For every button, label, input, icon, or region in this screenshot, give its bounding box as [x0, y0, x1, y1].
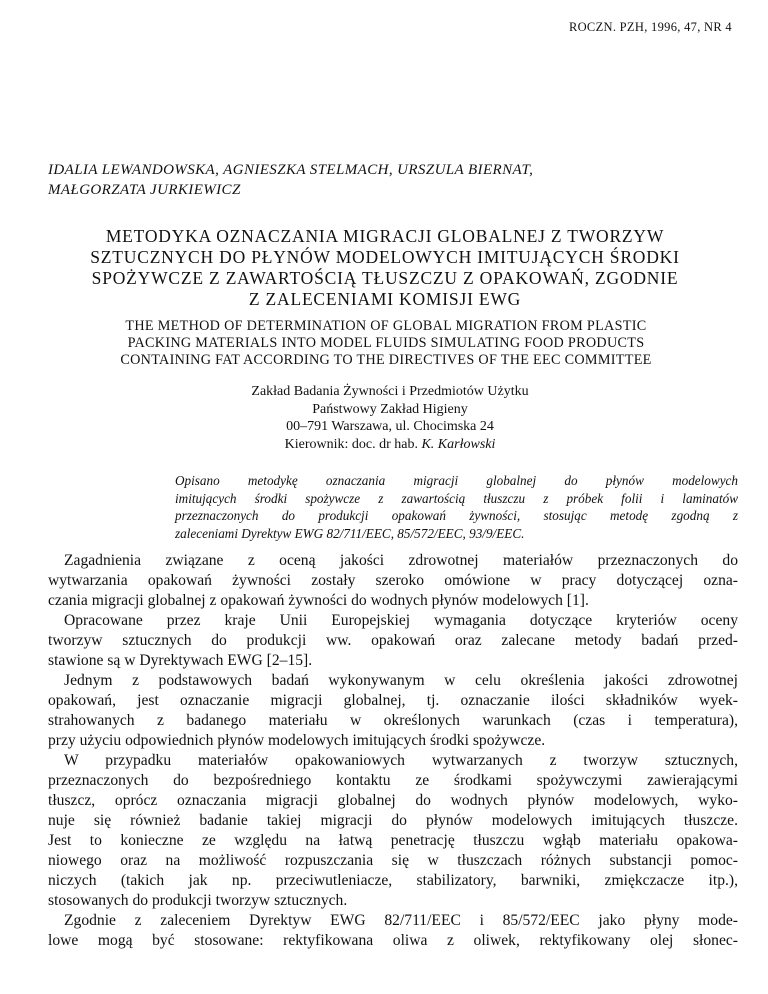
title-polish — [40, 226, 730, 310]
paragraph-line: czania migracji globalnej z opakowań żywności do wodnych płynów modelowych [1]. — [48, 592, 589, 609]
abstract-line: Opisano metodykę oznaczania migracji globalnej do płynów modelowych — [175, 473, 738, 488]
author-line: IDALIA LEWANDOWSKA, AGNIESZKA STELMACH, URSZULA BIERNAT, — [48, 162, 534, 178]
head-label: Kierownik: doc. dr hab. — [284, 436, 422, 452]
author-line: MAŁGORZATA JURKIEWICZ — [48, 182, 241, 198]
title-line: METODYKA OZNACZANIA MIGRACJI GLOBALNEJ Z TWORZYW — [105, 226, 665, 246]
author-list — [48, 160, 738, 200]
paragraph-line: tworzyw sztucznych do produkcji ww. opakowań oraz zalecane metody badań przed- — [48, 632, 738, 649]
paragraph-line: Zgodnie z zaleceniem Dyrektyw EWG 82/711/EEC i 85/572/EEC jako płyny mode- — [64, 912, 738, 929]
affiliation — [180, 383, 600, 453]
title-line: THE METHOD OF DETERMINATION OF GLOBAL MIGRATION FROM PLASTIC — [125, 318, 647, 334]
paragraph-line: nuje się również badanie takiej migracji do płynów modelowych imitujących tłuszcze. — [48, 812, 738, 829]
paragraph-line: Zagadnienia związane z oceną jakości zdrowotnej materiałów przeznaczonych do — [64, 552, 738, 569]
paragraph-line: niowego oraz na możliwość rozpuszczania się w tłuszczach różnych substancji pomoc- — [48, 852, 738, 869]
head-name: K. Karłowski — [421, 436, 496, 452]
title-line: SZTUCZNYCH DO PŁYNÓW MODELOWYCH IMITUJĄCYCH ŚRODKI — [90, 247, 680, 267]
paragraph-line: W przypadku materiałów opakowaniowych wytwarzanych z tworzyw sztucznych, — [64, 752, 738, 769]
paragraph-line: wytwarzania opakowań żywności zostały szeroko omówione w pracy dotyczącej ozna- — [48, 572, 738, 589]
affiliation-line: Państwowy Zakład Higieny — [312, 401, 468, 417]
paragraph-line: przy użyciu odpowiednich płynów modelowych imitujących środki spożywcze. — [48, 732, 546, 749]
paragraph-line: Jednym z podstawowych badań wykonywanym w celu określenia jakości zdrowotnej — [64, 672, 738, 689]
paragraph-line: Opracowane przez kraje Unii Europejskiej wymagania dotyczące kryteriów oceny — [64, 612, 738, 629]
abstract — [175, 472, 738, 542]
body-text — [48, 551, 738, 951]
title-english — [36, 318, 736, 369]
paragraph-line: Jest to konieczne ze względu na łatwą penetrację tłuszczu wgłąb materiału opakowa- — [48, 832, 738, 849]
paragraph-line: stosowanych do produkcji tworzyw sztucznych. — [48, 892, 348, 909]
affiliation-line: 00–791 Warszawa, ul. Chocimska 24 — [286, 419, 494, 434]
abstract-line: przeznaczonych do produkcji opakowań żywności, stosując metodę zgodną z — [175, 508, 738, 523]
paragraph-line: tłuszcz, oprócz oznaczania migracji globalnej do wodnych płynów modelowych, wyko- — [48, 792, 738, 809]
title-line: SPOŻYWCZE Z ZAWARTOŚCIĄ TŁUSZCZU Z OPAKOWAŃ, ZGODNIE — [91, 268, 679, 288]
title-line: CONTAINING FAT ACCORDING TO THE DIRECTIVES OF THE EEC COMMITTEE — [120, 352, 652, 368]
journal-reference: ROCZN. PZH, 1996, 47, NR 4 — [568, 20, 732, 34]
title-line: Z ZALECENIAMI KOMISJI EWG — [248, 289, 522, 309]
paragraph-line: niczych (takich jak np. przeciwutleniacze, stabilizatory, barwniki, zmiękczacze itp.), — [48, 872, 738, 889]
title-line: PACKING MATERIALS INTO MODEL FLUIDS SIMULATING FOOD PRODUCTS — [127, 335, 645, 351]
affiliation-line: Zakład Badania Żywności i Przedmiotów Użytku — [251, 384, 529, 399]
paragraph-line: stawione są w Dyrektywach EWG [2–15]. — [48, 652, 313, 669]
abstract-line: zaleceniami Dyrektyw EWG 82/711/EEC, 85/572/EEC, 93/9/EEC. — [175, 525, 525, 541]
paragraph-line: przeznaczonych do bezpośredniego kontaktu ze środkami spożywczymi zawierającymi — [48, 772, 738, 789]
paragraph-line: opakowań, jest oznaczanie migracji globalnej, tj. oznaczanie ilości składników wyek- — [48, 692, 738, 709]
paragraph-line: lowe mogą być stosowane: rektyfikowana oliwa z oliwek, rektyfikowany olej słonec- — [48, 932, 738, 949]
department-head — [180, 436, 600, 454]
paragraph-line: strahowanych z badanego materiału w określonych warunkach (czas i temperatura), — [48, 712, 738, 729]
abstract-line: imitujących środki spożywcze z zawartością tłuszczu z próbek folii i laminatów — [175, 490, 738, 506]
